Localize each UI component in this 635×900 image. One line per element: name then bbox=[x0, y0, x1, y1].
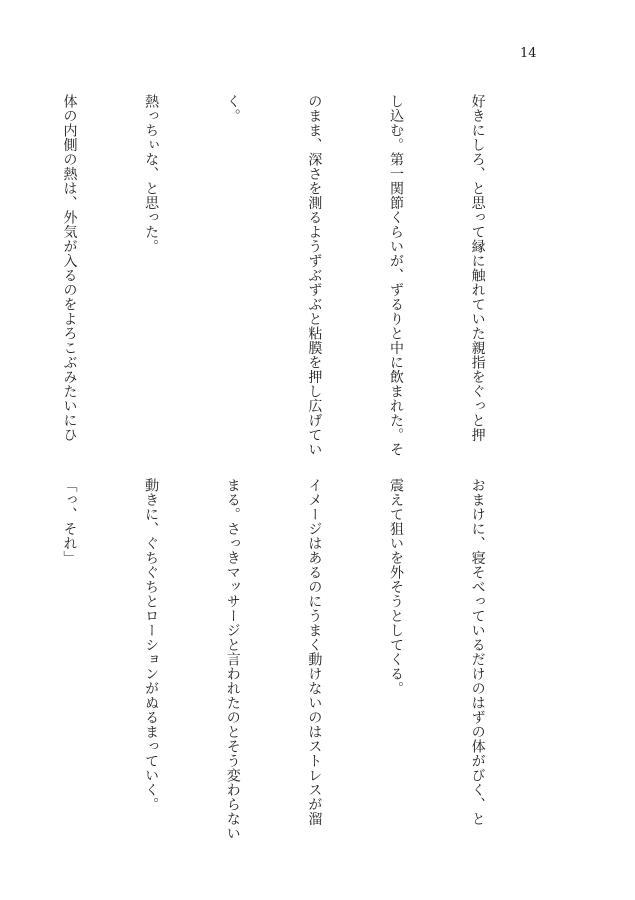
text-line bbox=[0, 478, 1, 838]
text-line: のまま、深さを測るようずぶずぶと粘膜を押し広げてい bbox=[306, 94, 323, 457]
text-line: おまけに、寝そべっているだけのはずの体がびく、と bbox=[469, 478, 486, 826]
text-line: まる。さっきマッサージと言われたのとそう変わらない bbox=[224, 478, 241, 841]
text-block-lower bbox=[61, 478, 545, 841]
text-line: 震えて狙いを外そうとしてくる。 bbox=[387, 478, 404, 696]
text-line: 体の内側の熱は、外気が入るのをよろこぶみたいにひ bbox=[61, 94, 78, 442]
text-line: 「っ、それ」 bbox=[61, 478, 78, 565]
text-line: 熱っちぃな、と思った。 bbox=[143, 94, 160, 254]
text-line: 動きに、ぐちぐちとローションがぬるまっていく。 bbox=[143, 478, 160, 812]
text-line: イメージはあるのにうまく動けないのはストレスが溜 bbox=[306, 478, 323, 826]
text-line: し込む。第一関節くらいが、ずるりと中に飲まれた。そ bbox=[387, 94, 404, 457]
text-block-upper bbox=[61, 94, 545, 457]
text-line bbox=[0, 94, 1, 446]
page-number: 14 bbox=[520, 46, 537, 61]
text-line: 好きにしろ、と思って縁に触れていた親指をぐっと押 bbox=[469, 94, 486, 442]
text-line: く。 bbox=[224, 94, 241, 123]
